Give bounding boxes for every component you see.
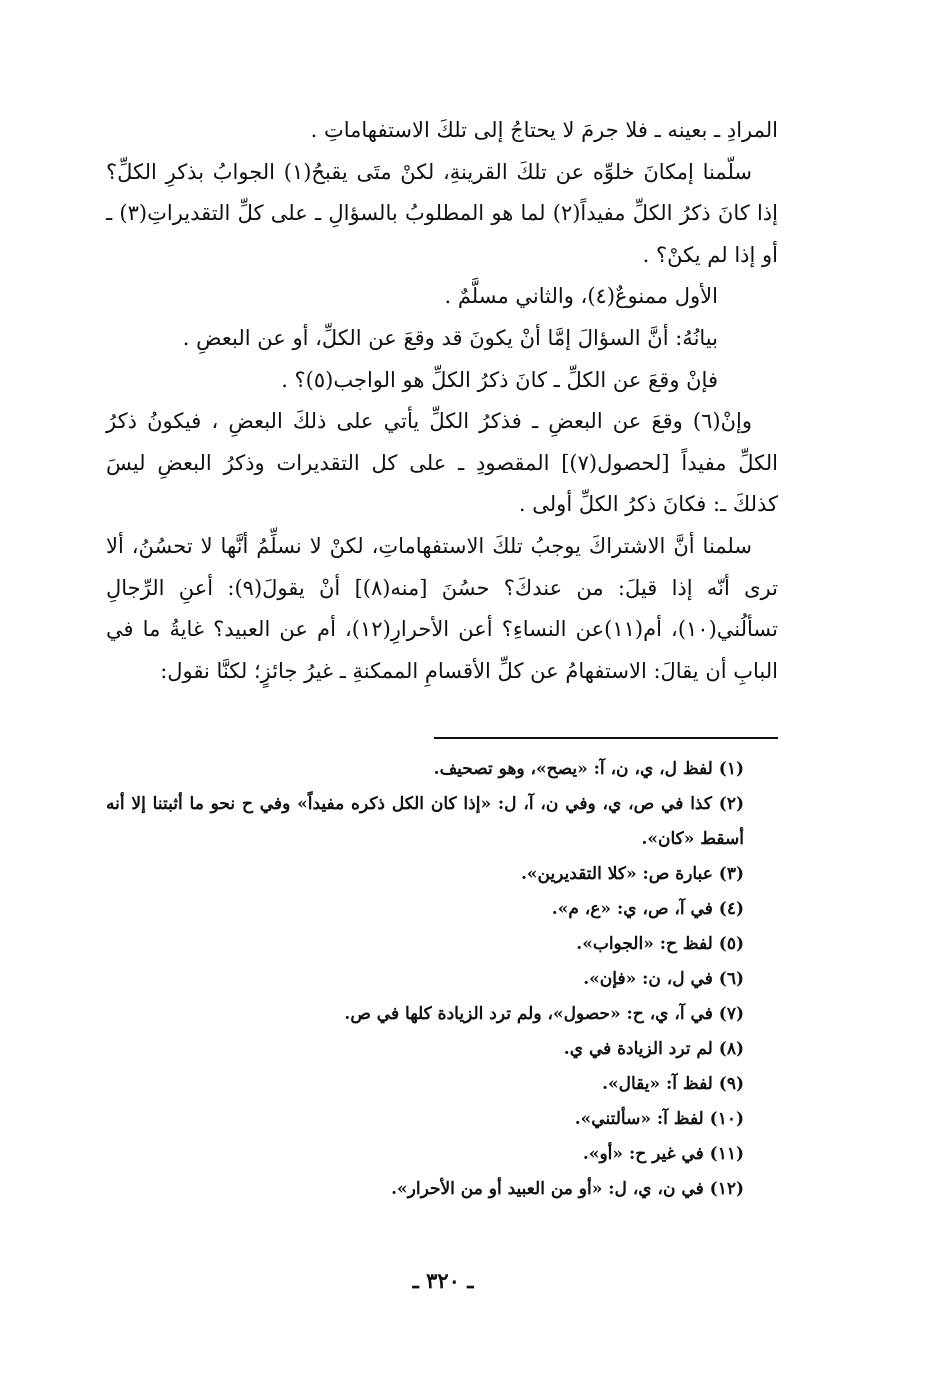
paragraph-3: الأول ممنوعٌ(٤)، والثاني مسلَّمٌ .: [444, 284, 718, 309]
footnote-11: (١١) في غير ح: «أو».: [582, 1144, 744, 1164]
main-text-body: [106, 110, 778, 692]
paragraph-5: فإنْ وقعَ عن الكلِّ ـ كانَ ذكرُ الكلِّ هو الواجب(٥)؟ .: [281, 367, 718, 392]
page-number: ـ ٣٢٠ ـ: [412, 1268, 474, 1293]
footnote-4: (٤) في آ، ص، ي: «ع، م».: [551, 899, 744, 919]
footnotes-section: [106, 752, 778, 1207]
paragraph-7: سلمنا أنَّ الاشتراكَ يوجبُ تلكَ الاستفهاماتِ، لكنْ لا نسلِّمُ أنَّها لا تحسُنُ، ألا ترى أنّه إذا قيلَ: من عندكَ؟ حسُنَ [منه(٨)] أنْ يقولَ(٩): أعنِ الرِّجالِ تسألُني(١٠)، أم(١١)عن النساءِ؟ أعن الأحرارِ(١٢)، أم عن العبيد؟ غايةُ ما في البابِ أن يقالَ: الاستفهامُ عن كلِّ الأقسامِ الممكنةِ ـ غيرُ جائزٍ؛ لكنَّا نقول:: [106, 533, 778, 683]
footnote-6: (٦) في ل، ن: «فإن».: [583, 969, 744, 989]
footnote-10: (١٠) لفظ آ: «سألتني».: [574, 1109, 744, 1129]
paragraph-1: المرادِ ـ بعينه ـ فلا جرمَ لا يحتاجُ إلى تلكَ الاستفهاماتِ .: [310, 118, 778, 142]
footnote-1: (١) لفظ ل، ي، ن، آ: «يصح»، وهو تصحيف.: [433, 759, 744, 779]
footnote-2: (٢) كذا في ص، ي، وفي ن، آ، ل: «إذا كان الكل ذكره مفيداً» وفي ح نحو ما أثبتنا إلا أنه أسقط «كان».: [106, 794, 744, 849]
footnote-12: (١٢) في ن، ي، ل: «أو من العبيد أو من الأحرار».: [391, 1179, 744, 1199]
footnote-5: (٥) لفظ ح: «الجواب».: [576, 934, 744, 954]
paragraph-4: بيانُهُ: أنَّ السؤالَ إمَّا أنْ يكونَ قد وقعَ عن الكلِّ، أو عن البعضِ .: [182, 325, 718, 350]
footnote-7: (٧) في آ، ي، ح: «حصول»، ولم ترد الزيادة كلها في ص.: [344, 1004, 744, 1024]
footnote-divider: [434, 737, 778, 739]
footnote-3: (٣) عبارة ص: «كلا التقديرين».: [520, 864, 744, 884]
footnote-9: (٩) لفظ آ: «يقال».: [602, 1074, 744, 1094]
paragraph-6: وإنْ(٦) وقعَ عن البعضِ ـ فذكرُ الكلِّ يأتي على ذلكَ البعضِ ، فيكونُ ذكرُ الكلِّ مفيداً [لحصول(٧)] المقصودِ ـ على كل التقديرات وذكرُ البعضِ ليسَ كذلكَ ـ: فكانَ ذكرُ الكلِّ أولى .: [106, 409, 778, 517]
footnote-8: (٨) لم ترد الزيادة في ي.: [563, 1039, 744, 1059]
paragraph-2: سلّمنا إمكانَ خلوِّه عن تلكَ القرينةِ، لكنْ متَى يقبحُ(١) الجوابُ بذكرِ الكلِّ؟ إذا كانَ ذكرُ الكلِّ مفيداً(٢) لما هو المطلوبُ بالسؤالِ ـ على كلِّ التقديراتِ(٣) ـ أو إذا لم يكنْ؟ .: [106, 159, 778, 267]
